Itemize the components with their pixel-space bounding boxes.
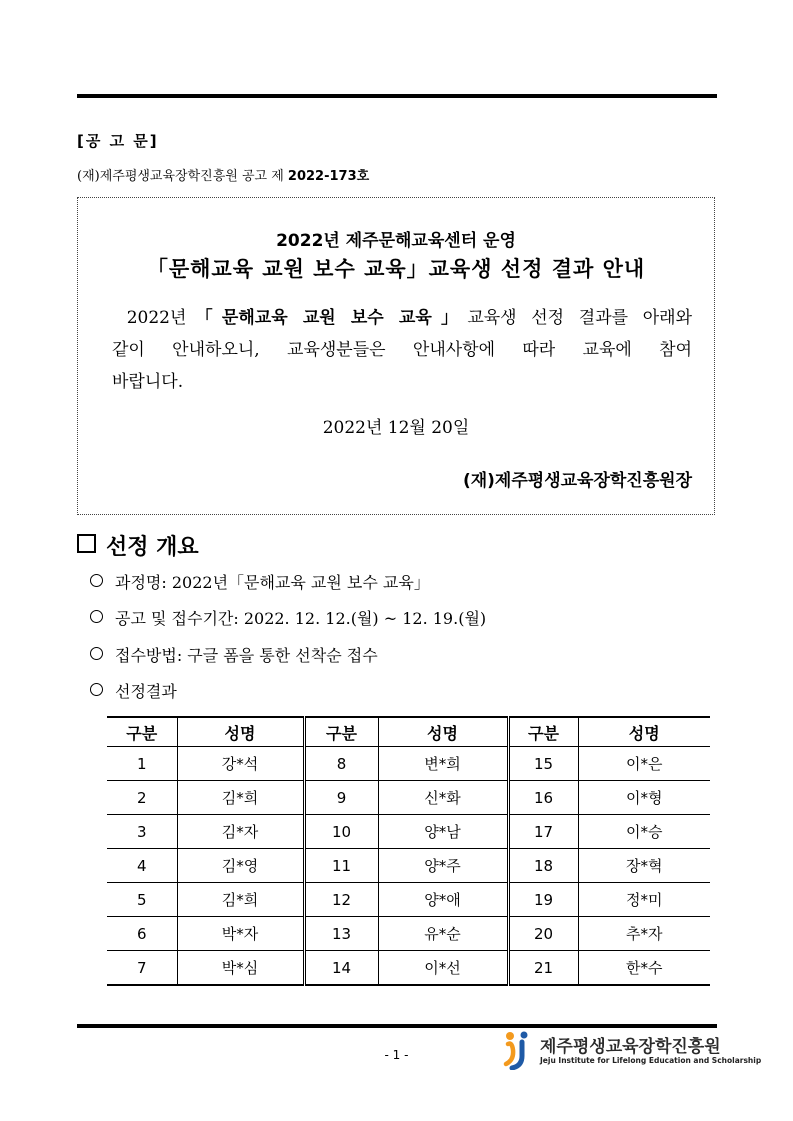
cell-no: 9 — [304, 781, 378, 815]
table-header-row — [107, 717, 710, 747]
cell-name: 김*영 — [177, 849, 304, 883]
cell-no: 14 — [304, 951, 378, 986]
cell-no: 8 — [304, 747, 378, 781]
bullet-text: 과정명: 2022년「문해교육 교원 보수 교육」 — [115, 573, 430, 592]
notice-label: [공 고 문] — [77, 132, 159, 150]
bullet-text: 선정결과 — [115, 682, 177, 701]
body-course-name: 「문해교육 교원 보수 교육」 — [186, 308, 468, 328]
body-line-3: 바랍니다. — [112, 372, 184, 392]
table-row — [107, 883, 710, 917]
cell-name: 양*애 — [378, 883, 508, 917]
circle-bullet-icon — [90, 610, 103, 623]
header-no: 구분 — [304, 717, 378, 747]
body-line-1-rest: 교육생 선정 결과를 아래와 — [467, 308, 693, 328]
cell-name: 김*희 — [177, 883, 304, 917]
body-line-1 — [112, 302, 692, 334]
org-english-name: Jeju Institute for Lifelong Education and Scholarship — [540, 1056, 762, 1065]
header-no: 구분 — [107, 717, 177, 747]
bullet-result — [90, 679, 177, 702]
cell-no: 12 — [304, 883, 378, 917]
cell-name: 양*남 — [378, 815, 508, 849]
cell-no: 5 — [107, 883, 177, 917]
bottom-rule — [77, 1024, 717, 1028]
cell-no: 1 — [107, 747, 177, 781]
cell-no: 13 — [304, 917, 378, 951]
cell-no: 17 — [508, 815, 578, 849]
body-line-2: 같이 안내하오니, 교육생분들은 안내사항에 따라 교육에 참여 — [112, 340, 692, 360]
cell-no: 2 — [107, 781, 177, 815]
page-number: - 1 - — [384, 1048, 409, 1062]
table-row — [107, 747, 710, 781]
announcement-signature: (재)제주평생교육장학진흥원장 — [462, 471, 692, 491]
cell-no: 3 — [107, 815, 177, 849]
circle-bullet-icon — [90, 574, 103, 587]
announcement-subtitle: 2022년 제주문해교육센터 운영 — [276, 231, 516, 251]
announcement-body — [112, 302, 692, 398]
body-year: 2022년 — [126, 308, 187, 328]
header-name: 성명 — [578, 717, 710, 747]
cell-name: 유*순 — [378, 917, 508, 951]
notice-prefix: (재)제주평생교육장학진흥원 공고 제 — [77, 169, 288, 184]
bullet-method — [90, 643, 378, 666]
cell-no: 15 — [508, 747, 578, 781]
table-row — [107, 815, 710, 849]
announcement-box — [77, 197, 715, 515]
cell-no: 18 — [508, 849, 578, 883]
table-row — [107, 781, 710, 815]
header-name: 성명 — [177, 717, 304, 747]
cell-name: 장*혁 — [578, 849, 710, 883]
cell-no: 7 — [107, 951, 177, 986]
cell-name: 김*자 — [177, 815, 304, 849]
cell-name: 박*심 — [177, 951, 304, 986]
bullet-text: 공고 및 접수기간: 2022. 12. 12.(월) ~ 12. 19.(월) — [115, 609, 487, 628]
cell-no: 11 — [304, 849, 378, 883]
announcement-date: 2022년 12월 20일 — [322, 418, 470, 438]
cell-name: 김*희 — [177, 781, 304, 815]
selection-results-table — [107, 716, 710, 986]
cell-name: 정*미 — [578, 883, 710, 917]
cell-no: 16 — [508, 781, 578, 815]
cell-no: 20 — [508, 917, 578, 951]
cell-name: 박*자 — [177, 917, 304, 951]
cell-name: 추*자 — [578, 917, 710, 951]
cell-name: 이*은 — [578, 747, 710, 781]
cell-name: 한*수 — [578, 951, 710, 986]
table-row — [107, 917, 710, 951]
section-title: 선정 개요 — [106, 535, 199, 560]
org-logo — [502, 1030, 762, 1072]
square-bullet-icon — [77, 534, 96, 553]
top-rule — [77, 94, 717, 98]
cell-name: 신*화 — [378, 781, 508, 815]
circle-bullet-icon — [90, 647, 103, 660]
bullet-course — [90, 570, 430, 593]
header-name: 성명 — [378, 717, 508, 747]
cell-no: 21 — [508, 951, 578, 986]
cell-no: 6 — [107, 917, 177, 951]
bullet-text: 접수방법: 구글 폼을 통한 선착순 접수 — [115, 646, 378, 665]
bullet-period — [90, 606, 486, 629]
cell-no: 19 — [508, 883, 578, 917]
org-logo-icon — [502, 1030, 536, 1070]
org-name: 제주평생교육장학진흥원 — [540, 1037, 721, 1057]
cell-no: 10 — [304, 815, 378, 849]
notice-number-line — [77, 165, 369, 184]
section-heading — [77, 530, 199, 561]
cell-name: 강*석 — [177, 747, 304, 781]
table-row — [107, 951, 710, 986]
table-row — [107, 849, 710, 883]
header-no: 구분 — [508, 717, 578, 747]
cell-name: 이*선 — [378, 951, 508, 986]
cell-name: 변*희 — [378, 747, 508, 781]
circle-bullet-icon — [90, 683, 103, 696]
cell-no: 4 — [107, 849, 177, 883]
cell-name: 이*승 — [578, 815, 710, 849]
cell-name: 이*형 — [578, 781, 710, 815]
announcement-title: 「문해교육 교원 보수 교육」교육생 선정 결과 안내 — [146, 257, 646, 281]
notice-number: 2022-173호 — [287, 169, 370, 184]
cell-name: 양*주 — [378, 849, 508, 883]
